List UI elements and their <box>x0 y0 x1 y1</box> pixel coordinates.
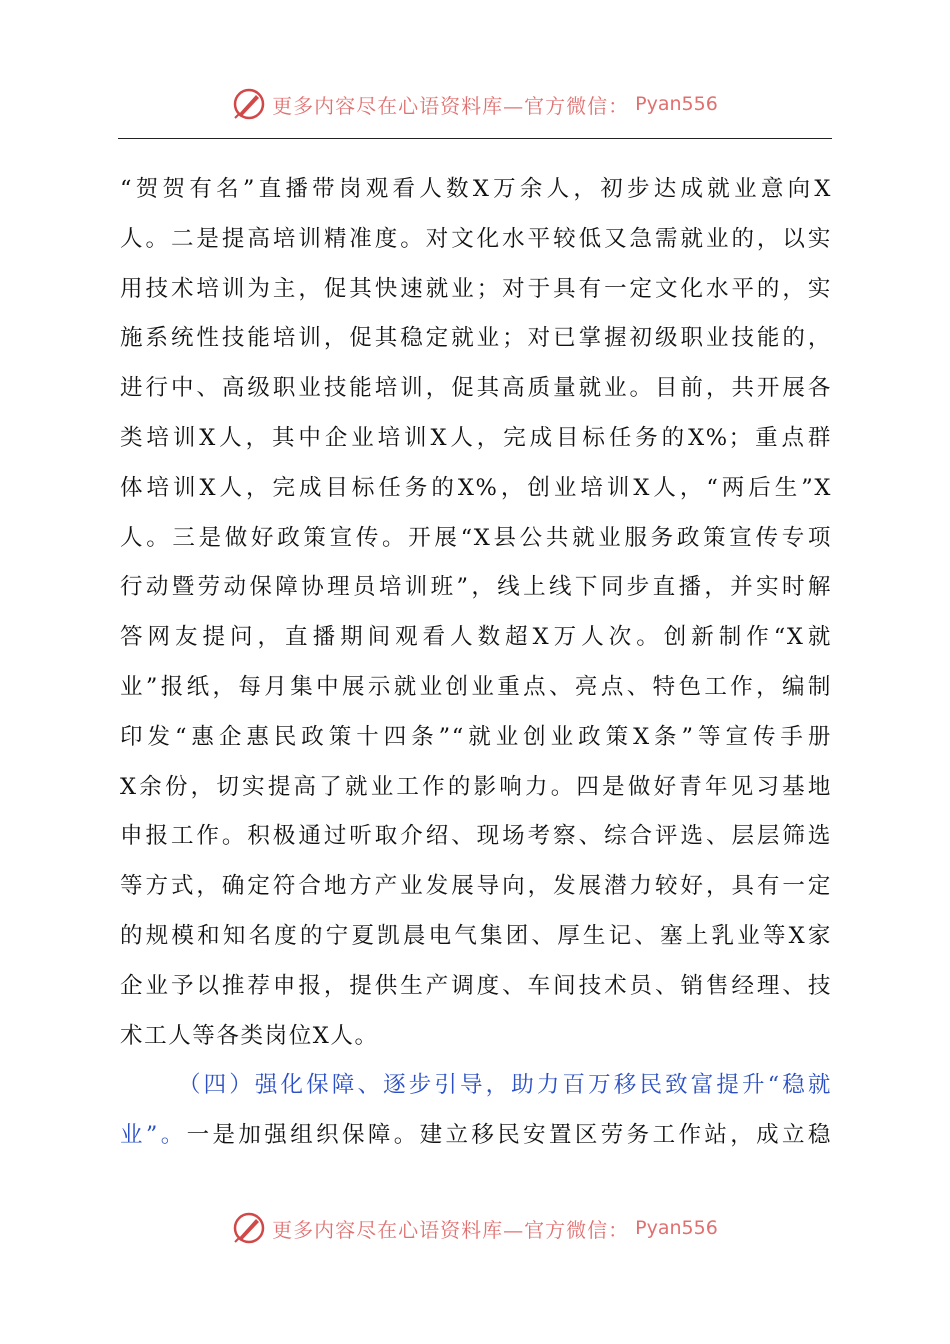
header-watermark-text: 更多内容尽在心语资料库—官方微信： <box>272 93 630 118</box>
body-line: 进行中、高级职业技能培训，促其高质量就业。目前，共开展各 <box>120 375 832 402</box>
header-watermark-id: Pyan556 <box>635 93 718 115</box>
body-line: 人。二是提高培训精准度。对文化水平较低又急需就业的，以实 <box>120 225 832 252</box>
body-line: 人。三是做好政策宣传。开展“X县公共就业服务政策宣传专项 <box>120 524 832 551</box>
section-4-heading: （四）强化保障、逐步引导，助力百万移民致富提升“稳就 <box>178 1072 832 1099</box>
body-line: 印发“惠企惠民政策十四条”“就业创业政策X条”等宣传手册 <box>120 723 832 750</box>
body-line: 行动暨劳动保障协理员培训班”，线上线下同步直播，并实时解 <box>120 574 832 601</box>
body-line: 术工人等各类岗位X人。 <box>120 1022 379 1049</box>
body-line: 类培训X人，其中企业培训X人，完成目标任务的X%；重点群 <box>120 424 832 451</box>
section-4-text: 一是加强组织保障。建立移民安置区劳务工作站，成立稳 <box>186 1122 832 1149</box>
body-line: 申报工作。积极通过听取介绍、现场考察、综合评选、层层筛选 <box>120 823 832 850</box>
body-line: 答网友提问，直播期间观看人数超X万人次。创新制作“X就 <box>120 624 832 651</box>
footer-watermark-text: 更多内容尽在心语资料库—官方微信： <box>272 1217 630 1242</box>
header-rule <box>118 138 832 139</box>
footer-watermark-id: Pyan556 <box>635 1217 718 1239</box>
document-body <box>120 165 832 1161</box>
body-line: 的规模和知名度的宁夏凯晨电气集团、厚生记、塞上乳业等X家 <box>120 922 832 949</box>
section-4-heading-end: 业”。 <box>120 1122 187 1149</box>
body-line: 体培训X人，完成目标任务的X%，创业培训X人，“两后生”X <box>120 474 832 501</box>
body-line: 等方式，确定符合地方产业发展导向，发展潜力较好，具有一定 <box>120 873 832 900</box>
body-line: 业”报纸，每月集中展示就业创业重点、亮点、特色工作，编制 <box>120 673 832 700</box>
pen-logo-icon <box>232 1211 266 1245</box>
body-line: X余份，切实提高了就业工作的影响力。四是做好青年见习基地 <box>120 773 832 800</box>
body-line: 企业予以推荐申报，提供生产调度、车间技术员、销售经理、技 <box>120 972 832 999</box>
footer-watermark <box>0 1208 950 1248</box>
body-line: “贺贺有名”直播带岗观看人数X万余人，初步达成就业意向X <box>120 176 832 202</box>
section-4-line <box>120 1111 832 1161</box>
pen-logo-icon <box>232 87 266 121</box>
body-line: 用技术培训为主，促其快速就业；对于具有一定文化水平的，实 <box>120 275 832 302</box>
header-watermark <box>0 84 950 124</box>
body-line: 施系统性技能培训，促其稳定就业；对已掌握初级职业技能的， <box>120 325 832 352</box>
